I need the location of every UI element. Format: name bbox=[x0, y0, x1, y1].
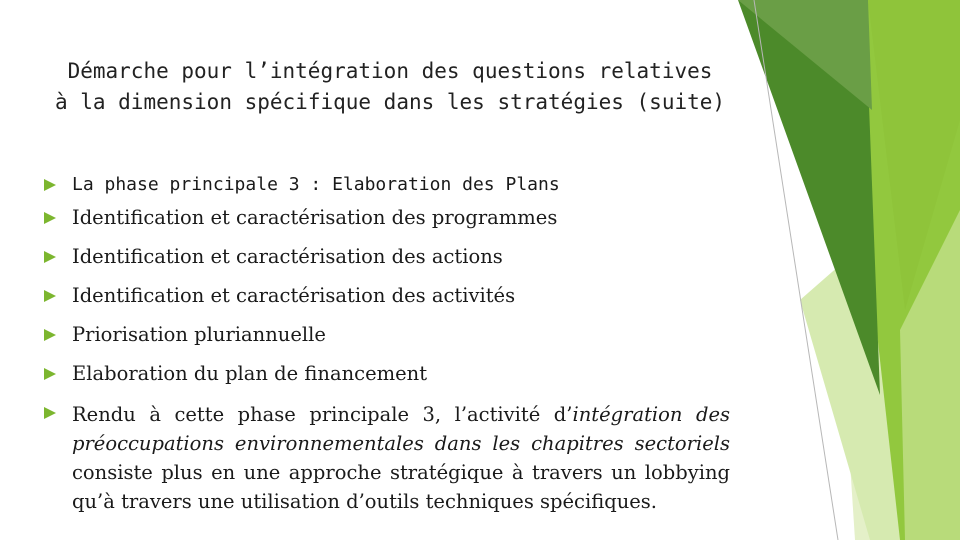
deco-light-band bbox=[820, 0, 960, 540]
paragraph-text-end: consiste plus en une approche stratégique à travers un lobbying qu’à travers une utilisation d’outils techniques spécifiques. bbox=[72, 461, 730, 513]
bullet-arrow-icon bbox=[44, 251, 56, 263]
bullet-arrow-icon bbox=[44, 329, 56, 341]
bullet-text: Priorisation pluriannuelle bbox=[72, 323, 326, 346]
title-line-2: à la dimension spécifique dans les stratégies (suite) bbox=[54, 90, 726, 114]
bullet-arrow-icon bbox=[44, 290, 56, 302]
bullet-item-paragraph bbox=[40, 400, 730, 516]
deco-light-bottom bbox=[900, 210, 960, 540]
bullet-arrow-icon bbox=[44, 407, 56, 419]
deco-olive-green bbox=[738, 0, 872, 110]
deco-bright-green bbox=[868, 0, 960, 310]
deco-dark-green bbox=[738, 0, 880, 395]
slide-title bbox=[40, 56, 740, 118]
bullet-text: Identification et caractérisation des activités bbox=[72, 284, 516, 307]
bullet-item bbox=[40, 205, 730, 244]
bullet-item bbox=[40, 172, 730, 205]
bullet-paragraph bbox=[72, 400, 730, 516]
bullet-arrow-icon bbox=[44, 179, 56, 191]
bullet-arrow-icon bbox=[44, 368, 56, 380]
bullet-item bbox=[40, 322, 730, 361]
bullet-arrow-icon bbox=[44, 212, 56, 224]
bullet-text: Identification et caractérisation des programmes bbox=[72, 206, 558, 229]
paragraph-text-start: Rendu à cette phase principale 3, l’activité d’ bbox=[72, 403, 573, 426]
deco-mid-green bbox=[840, 0, 960, 540]
deco-thin-line bbox=[754, 0, 838, 540]
bullet-text: La phase principale 3 : Elaboration des Plans bbox=[72, 174, 560, 195]
deco-pale-shape bbox=[800, 160, 960, 540]
bullet-text: Identification et caractérisation des actions bbox=[72, 245, 503, 268]
title-line-1: Démarche pour l’intégration des questions relatives bbox=[67, 59, 713, 83]
bullet-item bbox=[40, 283, 730, 322]
bullet-item bbox=[40, 361, 730, 400]
bullet-text: Elaboration du plan de financement bbox=[72, 362, 428, 385]
bullet-list bbox=[40, 172, 730, 516]
bullet-item bbox=[40, 244, 730, 283]
paragraph-text-italic: intégration des préoccupations environnementales dans les chapitres sectoriels bbox=[72, 403, 730, 455]
